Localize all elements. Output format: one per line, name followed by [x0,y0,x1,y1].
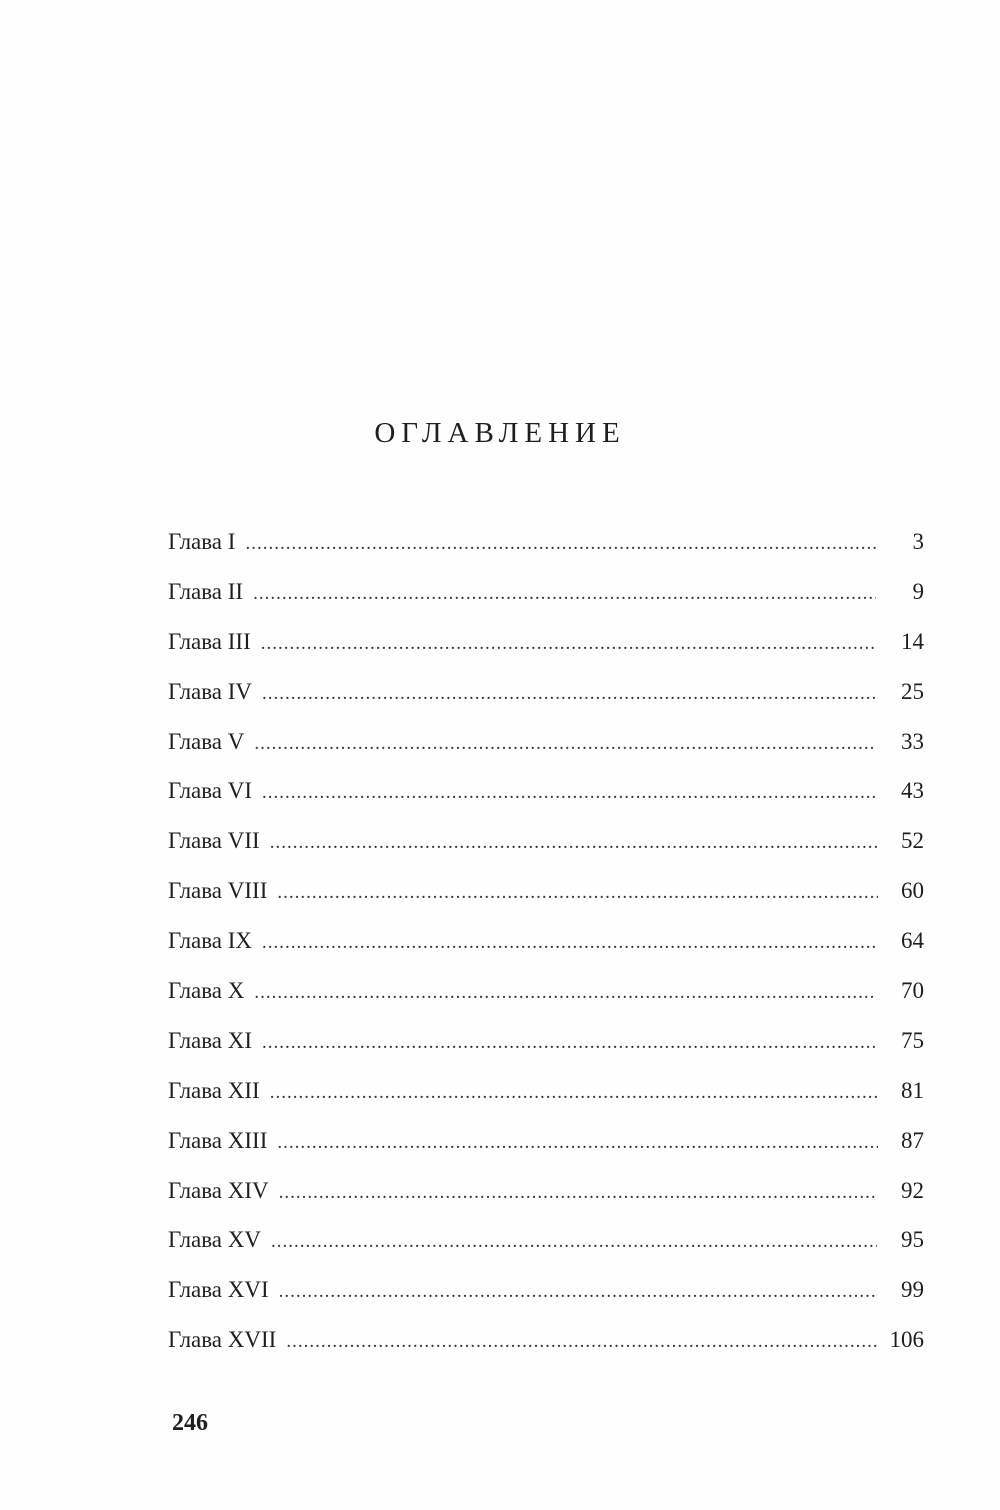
toc-entry-label: Глава VII [168,828,260,854]
toc-entry [168,1171,924,1221]
toc-entry-label: Глава XI [168,1027,253,1053]
toc-entry [168,1121,924,1171]
toc-entry-page: 3 [912,529,924,554]
toc-entry [168,921,924,971]
toc-entry-label: Глава XIV [168,1177,269,1203]
toc-entry-page: 87 [901,1127,924,1153]
toc-entry-label: Глава XIII [168,1127,268,1153]
toc-entry [168,1270,924,1320]
toc-entry [168,971,924,1021]
toc-entry-page: 95 [901,1227,924,1253]
toc-entry [168,871,924,921]
toc-entry [168,1021,924,1071]
toc-entry [168,771,924,821]
toc-entry-page: 106 [889,1327,924,1353]
toc-entry-label: Глава V [168,728,245,754]
dot-leader [262,674,877,714]
toc-entry-label: Глава I [168,529,236,554]
toc-entry-label: Глава X [168,978,245,1004]
toc-entry-page: 81 [901,1077,924,1103]
toc-entry [168,722,924,772]
toc-entry-page: 9 [912,578,924,604]
dot-leader [261,624,877,664]
toc-entry-label: Глава II [168,578,244,604]
dot-leader [262,923,877,963]
toc-entry-label: Глава IX [168,928,253,954]
dot-leader [271,1222,877,1262]
toc-entry-page: 52 [901,828,924,854]
dot-leader [270,823,877,863]
dot-leader [262,1023,877,1063]
page-title: ОГЛАВЛЕНИЕ [374,417,626,449]
toc-entry-label: Глава IV [168,678,253,704]
toc-entry-label: Глава XVII [168,1327,277,1353]
toc-entry-page: 75 [901,1027,924,1053]
toc-entry [168,572,924,622]
page-number: 246 [172,1410,208,1436]
dot-leader [253,574,876,614]
toc-entry-label: Глава XV [168,1227,261,1253]
table-of-contents [168,522,924,1370]
toc-entry [168,522,924,572]
dot-leader [254,724,876,764]
toc-entry [168,1220,924,1270]
dot-leader [277,873,877,913]
toc-entry [168,821,924,871]
toc-entry-label: Глава VI [168,778,253,804]
toc-entry-page: 64 [901,928,924,954]
dot-leader [245,524,875,564]
toc-entry [168,1320,924,1370]
dot-leader [262,773,877,813]
dot-leader [279,1272,878,1312]
toc-entry-page: 99 [901,1277,924,1303]
dot-leader [277,1123,877,1163]
dot-leader [286,1322,878,1362]
toc-entry-page: 60 [901,878,924,904]
dot-leader [254,973,876,1013]
toc-entry-label: Глава XII [168,1077,260,1103]
toc-entry-page: 70 [901,978,924,1004]
toc-entry-page: 92 [901,1177,924,1203]
toc-entry-label: Глава III [168,628,251,654]
toc-entry-label: Глава XVI [168,1277,269,1303]
toc-entry [168,672,924,722]
toc-entry-label: Глава VIII [168,878,268,904]
toc-entry-page: 43 [901,778,924,804]
toc-entry [168,1071,924,1121]
toc-entry-page: 25 [901,678,924,704]
toc-entry-page: 33 [901,728,924,754]
toc-entry-page: 14 [901,628,924,654]
toc-entry [168,622,924,672]
dot-leader [270,1073,877,1113]
dot-leader [279,1173,878,1213]
